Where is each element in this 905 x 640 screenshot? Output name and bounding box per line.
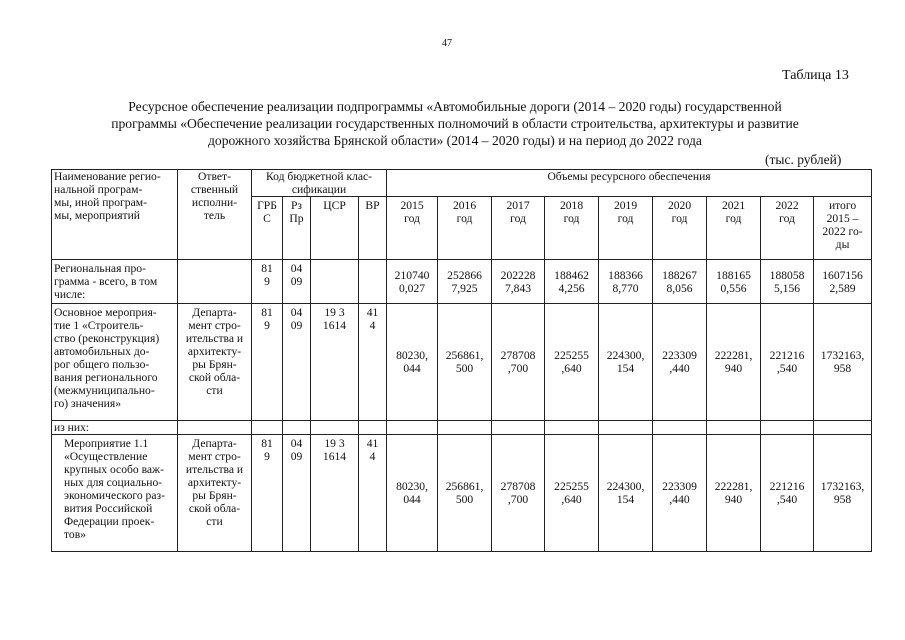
header-year: 2020 год	[653, 197, 707, 260]
row-executor	[178, 260, 252, 304]
row-vr	[359, 260, 387, 304]
header-year: 2021 год	[707, 197, 761, 260]
page-number: 47	[442, 38, 452, 49]
row-value: 221216 ,540	[761, 304, 814, 421]
row-value: 188165 0,556	[707, 260, 761, 304]
empty-cell	[387, 421, 438, 435]
title-line: программы «Обеспечение реализации государственных полномочий в области строительства, архитектуры и развитие	[111, 116, 799, 131]
empty-cell	[492, 421, 545, 435]
row-csr: 19 3 1614	[311, 435, 359, 552]
title-line: Ресурсное обеспечение реализации подпрограммы «Автомобильные дороги (2014 – 2020 годы) государственной	[128, 99, 782, 114]
row-value: 225255 ,640	[545, 435, 599, 552]
row-value: 252866 7,925	[438, 260, 492, 304]
table-row	[52, 260, 872, 304]
row-value: 222281, 940	[707, 304, 761, 421]
table-row	[52, 304, 872, 421]
header-rzpr: Рз Пр	[283, 197, 311, 260]
row-total: 1732163, 958	[814, 304, 872, 421]
empty-cell	[359, 421, 387, 435]
units-label: (тыс. рублей)	[765, 152, 842, 167]
header-vr: ВР	[359, 197, 387, 260]
empty-cell	[283, 421, 311, 435]
row-grbs: 81 9	[252, 304, 283, 421]
row-value: 225255 ,640	[545, 304, 599, 421]
empty-cell	[707, 421, 761, 435]
row-value: 210740 0,027	[387, 260, 438, 304]
header-row	[52, 170, 872, 197]
empty-cell	[252, 421, 283, 435]
row-csr: 19 3 1614	[311, 304, 359, 421]
row-rzpr: 04 09	[283, 304, 311, 421]
table-title	[60, 98, 850, 149]
row-value: 188058 5,156	[761, 260, 814, 304]
row-name: из них:	[52, 421, 178, 435]
row-rzpr: 04 09	[283, 260, 311, 304]
row-value: 278708 ,700	[492, 435, 545, 552]
row-value: 224300, 154	[599, 435, 653, 552]
row-value: 80230, 044	[387, 435, 438, 552]
row-value: 278708 ,700	[492, 304, 545, 421]
row-value: 256861, 500	[438, 435, 492, 552]
empty-cell	[438, 421, 492, 435]
header-year: 2017 год	[492, 197, 545, 260]
row-value: 223309 ,440	[653, 435, 707, 552]
header-total: итого 2015 – 2022 го- ды	[814, 197, 872, 260]
empty-cell	[311, 421, 359, 435]
header-csr: ЦСР	[311, 197, 359, 260]
row-value: 221216 ,540	[761, 435, 814, 552]
header-year: 2019 год	[599, 197, 653, 260]
table-row	[52, 421, 872, 435]
row-vr: 41 4	[359, 435, 387, 552]
row-executor: Департа- мент стро- ительства и архитекту- ры Брян- ской обла- сти	[178, 304, 252, 421]
header-volumes: Объемы ресурсного обеспечения	[387, 170, 872, 197]
row-executor: Департа- мент стро- ительства и архитекту- ры Брян- ской обла- сти	[178, 435, 252, 552]
empty-cell	[653, 421, 707, 435]
row-vr: 41 4	[359, 304, 387, 421]
row-value: 188462 4,256	[545, 260, 599, 304]
empty-cell	[761, 421, 814, 435]
table-number: Таблица 13	[782, 68, 849, 83]
empty-cell	[599, 421, 653, 435]
empty-cell	[814, 421, 872, 435]
row-value: 222281, 940	[707, 435, 761, 552]
header-year: 2018 год	[545, 197, 599, 260]
row-grbs: 81 9	[252, 260, 283, 304]
row-rzpr: 04 09	[283, 435, 311, 552]
header-executor: Ответ- ственный исполни- тель	[178, 170, 252, 260]
header-name: Наименование регио- нальной програм- мы, иной програм- мы, мероприятий	[52, 170, 178, 260]
row-value: 80230, 044	[387, 304, 438, 421]
table-row	[52, 435, 872, 552]
row-value: 223309 ,440	[653, 304, 707, 421]
row-name: Мероприятие 1.1 «Осуществление крупных особо важ- ных для социально- экономического раз- вития Российской Федерации проек- тов»	[52, 435, 178, 552]
row-name: Основное мероприя- тие 1 «Строитель- ство (реконструкция) автомобильных до- рог общего пользо- вания регионального (межмуниципально- го) значения»	[52, 304, 178, 421]
row-total: 1732163, 958	[814, 435, 872, 552]
title-line: дорожного хозяйства Брянской области» (2014 – 2020 годы) и на период до 2022 года	[208, 133, 702, 148]
header-year: 2022 год	[761, 197, 814, 260]
row-value: 256861, 500	[438, 304, 492, 421]
row-grbs: 81 9	[252, 435, 283, 552]
row-value: 188366 8,770	[599, 260, 653, 304]
empty-cell	[178, 421, 252, 435]
row-value: 202228 7,843	[492, 260, 545, 304]
row-value: 188267 8,056	[653, 260, 707, 304]
header-year: 2016 год	[438, 197, 492, 260]
row-name: Региональная про- грамма - всего, в том числе:	[52, 260, 178, 304]
resource-table	[51, 169, 872, 552]
header-budget-code: Код бюджетной клас- сификации	[252, 170, 387, 197]
empty-cell	[545, 421, 599, 435]
row-value: 224300, 154	[599, 304, 653, 421]
header-year: 2015 год	[387, 197, 438, 260]
header-grbs: ГРБ С	[252, 197, 283, 260]
row-csr	[311, 260, 359, 304]
row-total: 1607156 2,589	[814, 260, 872, 304]
